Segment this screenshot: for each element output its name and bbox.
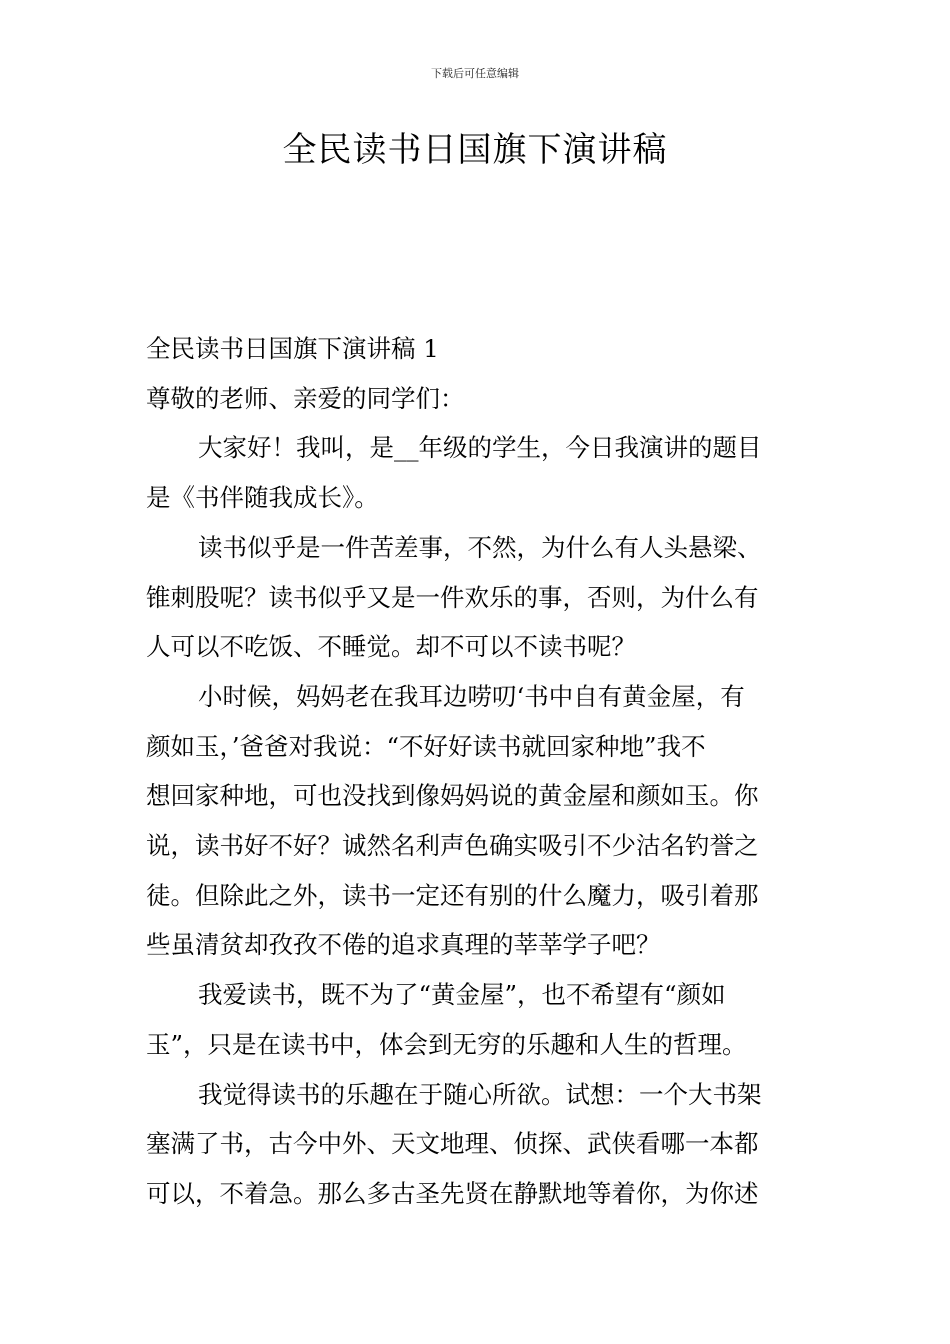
text-line: 读书似乎是一件苦差事，不然，为什么有人头悬梁、: [198, 532, 762, 562]
text-line: 颜如玉，’爸爸对我说：“不好好读书就回家种地”我不: [146, 731, 706, 761]
text-line: 我爱读书，既不为了“黄金屋”，也不希望有“颜如: [198, 980, 726, 1010]
text-line: 可以，不着急。那么多古圣先贤在静默地等着你，为你述: [146, 1178, 759, 1208]
text-line: 说，读书好不好？诚然名利声色确实吸引不少沽名钓誉之: [146, 831, 759, 861]
header-note: 下载后可任意编辑: [431, 67, 519, 80]
text-line: 徒。但除此之外，读书一定还有别的什么魔力，吸引着那: [146, 880, 759, 910]
body-text: [146, 324, 806, 1219]
text-line: 小时候，妈妈老在我耳边唠叨‘书中自有黄金屋，有: [198, 681, 745, 711]
text-line: 玉”，只是在读书中，体会到无穷的乐趣和人生的哲理。: [146, 1029, 747, 1059]
text-line: 大家好！我叫，是__年级的学生，今日我演讲的题目: [198, 433, 762, 463]
text-line: 塞满了书，古今中外、天文地理、侦探、武侠看哪一本都: [146, 1129, 759, 1159]
text-line: 人可以不吃饭、不睡觉。却不可以不读书呢？: [146, 632, 636, 662]
text-line: 想回家种地，可也没找到像妈妈说的黄金屋和颜如玉。你: [146, 781, 759, 811]
text-line: 是《书伴随我成长》。: [146, 483, 379, 513]
text-line: 全民读书日国旗下演讲稿 1: [146, 334, 439, 363]
document-title: 全民读书日国旗下演讲稿: [282, 130, 668, 170]
text-line: 我觉得读书的乐趣在于随心所欲。试想：一个大书架: [198, 1079, 762, 1109]
text-line: 些虽清贫却孜孜不倦的追求真理的莘莘学子吧？: [146, 930, 661, 960]
text-line: 尊敬的老师、亲爱的同学们：: [146, 383, 465, 413]
text-line: 锥刺股呢？读书似乎又是一件欢乐的事，否则，为什么有: [146, 582, 759, 612]
